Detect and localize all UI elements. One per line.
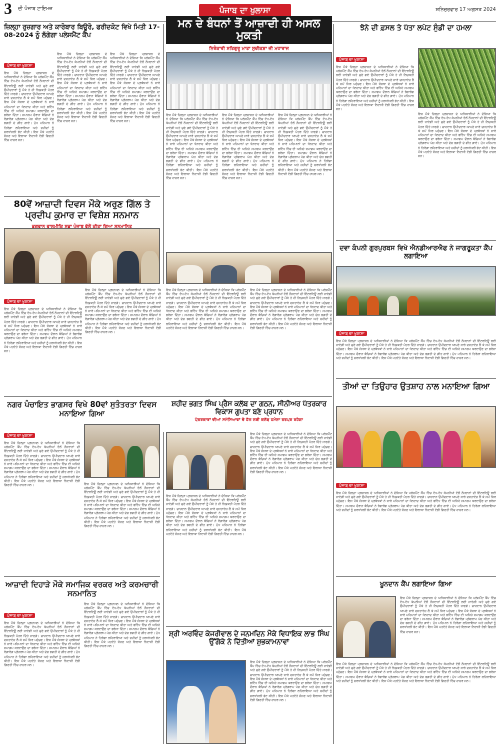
column-rule	[333, 24, 334, 744]
article-blood-camp	[336, 580, 496, 588]
headline: ਸ਼ਹੀਦ ਭਗਤ ਸਿੰਘ ਪ੍ਰੈਸ ਕਲੱਬ ਦਾ ਗਠਨ, ਸੀਨੀਅਰ ਪੱਤਰਕਾਰ ਵਿਕਾਸ ਗੁਪਤਾ ਬਣੇ ਪ੍ਰਧਾਨ	[171, 400, 327, 417]
article-azadi-honour	[4, 580, 160, 599]
person-icon	[177, 265, 203, 283]
article-placement-camp	[4, 24, 160, 39]
person-icon	[383, 431, 401, 467]
person-icon	[13, 251, 35, 283]
divider	[4, 576, 160, 577]
page-number: 3	[4, 1, 12, 18]
subheadline: ਪੱਤਰਕਾਰਾਂ ਦੀਆਂ ਸਮੱਸਿਆਵਾਂ ਦੇ ਹੱਲ ਲਈ ਕਲੱਬ ਹਮੇਸ਼ਾ ਤਤਪਰ ਰਹੇਗਾ	[194, 417, 304, 423]
event-photo	[166, 252, 332, 284]
byline: ਪੰਜਾਬ ਦਾ ਖੁਲਾਸਾ	[4, 299, 35, 304]
divider	[4, 196, 160, 197]
headline: ਝੋਨੇ ਦੀ ਫ਼ਸਲ ਤੇ ਪੱਤਾ ਲਪੇਟ ਸੁੰਡੀ ਦਾ ਹਮਲਾ	[360, 24, 472, 32]
person-icon	[91, 251, 113, 283]
body-text: ਇਸ ਮੌਕੇ ਜ਼ਿਲ੍ਹਾ ਪ੍ਰਸ਼ਾਸਨ ਦੇ ਅਧਿਕਾਰੀਆਂ ਨੇ ਦੱਸਿਆ ਕਿ ਪਲੇਸਮੈਂਟ ਕੈਂਪ ਵਿੱਚ ਵੱਖ-ਵੱਖ ਕੰਪਨੀਆਂ ਵੱਲੋਂ ਨੌਜਵਾਨਾਂ ਦੀ ਇੰਟਰਵਿਊ ਲਈ ਜਾਵੇਗੀ ਅਤੇ ਚੁਣੇ ਗਏ ਉਮੀਦਵਾਰਾਂ ਨੂੰ ਮੌਕੇ ਤੇ ਹੀ ਨਿਯੁਕਤੀ ਪੱਤਰ ਦਿੱਤੇ ਜਾਣਗੇ। ਚਾਹਵਾਨ ਉਮੀਦਵਾਰ ਆਪਣੇ ਸਾਰੇ ਦਸਤਾਵੇਜ਼ ਲੈ ਕੇ ਸਮੇਂ ਸਿਰ ਪਹੁੰਚਣ। ਇਸ ਮੌਕੇ ਸੰਸਥਾ ਦੇ ਪ੍ਰਬੰਧਕਾਂ ਨੇ ਸਾਰੇ ਮਹਿਮਾਨਾਂ ਦਾ ਧੰਨਵਾਦ ਕੀਤਾ ਅਤੇ ਭਵਿੱਖ ਵਿੱਚ ਵੀ ਅਜਿਹੇ ਸਮਾਗਮ ਕਰਵਾਉਣ ਦਾ ਭਰੋਸਾ ਦਿੱਤਾ। ਸਮਾਗਮ ਦੌਰਾਨ ਬੱਚਿਆਂ ਨੇ ਰੰਗਾਰੰਗ ਪ੍ਰੋਗਰਾਮ ਪੇਸ਼ ਕੀਤਾ ਅਤੇ ਦੇਸ਼ ਭਗਤੀ ਦੇ ਗੀਤ ਗਾਏ। ਮੁੱਖ ਮਹਿਮਾਨ ਨੇ ਤਿਰੰਗਾ ਲਹਿਰਾਇਆ ਅਤੇ ਸ਼ਹੀਦਾਂ ਨੂੰ ਸ਼ਰਧਾਂਜਲੀ ਭੇਟ ਕੀਤੀ। ਇਸ ਮੌਕੇ ਪਤਵੰਤੇ ਸੱਜਣ ਅਤੇ ਇਲਾਕਾ ਨਿਵਾਸੀ ਵੱਡੀ ਗਿਣਤੀ ਵਿੱਚ ਹਾਜ਼ਰ ਸਨ।	[336, 662, 496, 683]
person-icon	[117, 251, 139, 283]
ndrf-camp-photo	[336, 266, 496, 316]
byline: ਪੰਜਾਬ ਦਾ ਖੁਲਾਸਾ	[336, 483, 367, 488]
body-text: ਇਸ ਮੌਕੇ ਜ਼ਿਲ੍ਹਾ ਪ੍ਰਸ਼ਾਸਨ ਦੇ ਅਧਿਕਾਰੀਆਂ ਨੇ ਦੱਸਿਆ ਕਿ ਪਲੇਸਮੈਂਟ ਕੈਂਪ ਵਿੱਚ ਵੱਖ-ਵੱਖ ਕੰਪਨੀਆਂ ਵੱਲੋਂ ਨੌਜਵਾਨਾਂ ਦੀ ਇੰਟਰਵਿਊ ਲਈ ਜਾਵੇਗੀ ਅਤੇ ਚੁਣੇ ਗਏ ਉਮੀਦਵਾਰਾਂ ਨੂੰ ਮੌਕੇ ਤੇ ਹੀ ਨਿਯੁਕਤੀ ਪੱਤਰ ਦਿੱਤੇ ਜਾਣਗੇ। ਚਾਹਵਾਨ ਉਮੀਦਵਾਰ ਆਪਣੇ ਸਾਰੇ ਦਸਤਾਵੇਜ਼ ਲੈ ਕੇ ਸਮੇਂ ਸਿਰ ਪਹੁੰਚਣ। ਇਸ ਮੌਕੇ ਸੰਸਥਾ ਦੇ ਪ੍ਰਬੰਧਕਾਂ ਨੇ ਸਾਰੇ ਮਹਿਮਾਨਾਂ ਦਾ ਧੰਨਵਾਦ ਕੀਤਾ ਅਤੇ ਭਵਿੱਖ ਵਿੱਚ ਵੀ ਅਜਿਹੇ ਸਮਾਗਮ ਕਰਵਾਉਣ ਦਾ ਭਰੋਸਾ ਦਿੱਤਾ। ਸਮਾਗਮ ਦੌਰਾਨ ਬੱਚਿਆਂ ਨੇ ਰੰਗਾਰੰਗ ਪ੍ਰੋਗਰਾਮ ਪੇਸ਼ ਕੀਤਾ ਅਤੇ ਦੇਸ਼ ਭਗਤੀ ਦੇ ਗੀਤ ਗਾਏ। ਮੁੱਖ ਮਹਿਮਾਨ ਨੇ ਤਿਰੰਗਾ ਲਹਿਰਾਇਆ ਅਤੇ ਸ਼ਹੀਦਾਂ ਨੂੰ ਸ਼ਰਧਾਂਜਲੀ ਭੇਟ ਕੀਤੀ। ਇਸ ਮੌਕੇ ਪਤਵੰਤੇ ਸੱਜਣ ਅਤੇ ਇਲਾਕਾ ਨਿਵਾਸੀ ਵੱਡੀ ਗਿਣਤੀ ਵਿੱਚ ਹਾਜ਼ਰ ਸਨ।	[250, 432, 332, 474]
person-icon	[209, 686, 237, 743]
body-text: ਇਸ ਮੌਕੇ ਜ਼ਿਲ੍ਹਾ ਪ੍ਰਸ਼ਾਸਨ ਦੇ ਅਧਿਕਾਰੀਆਂ ਨੇ ਦੱਸਿਆ ਕਿ ਪਲੇਸਮੈਂਟ ਕੈਂਪ ਵਿੱਚ ਵੱਖ-ਵੱਖ ਕੰਪਨੀਆਂ ਵੱਲੋਂ ਨੌਜਵਾਨਾਂ ਦੀ ਇੰਟਰਵਿਊ ਲਈ ਜਾਵੇਗੀ ਅਤੇ ਚੁਣੇ ਗਏ ਉਮੀਦਵਾਰਾਂ ਨੂੰ ਮੌਕੇ ਤੇ ਹੀ ਨਿਯੁਕਤੀ ਪੱਤਰ ਦਿੱਤੇ ਜਾਣਗੇ। ਚਾਹਵਾਨ ਉਮੀਦਵਾਰ ਆਪਣੇ ਸਾਰੇ ਦਸਤਾਵੇਜ਼ ਲੈ ਕੇ ਸਮੇਂ ਸਿਰ ਪਹੁੰਚਣ। ਇਸ ਮੌਕੇ ਸੰਸਥਾ ਦੇ ਪ੍ਰਬੰਧਕਾਂ ਨੇ ਸਾਰੇ ਮਹਿਮਾਨਾਂ ਦਾ ਧੰਨਵਾਦ ਕੀਤਾ ਅਤੇ ਭਵਿੱਖ ਵਿੱਚ ਵੀ ਅਜਿਹੇ ਸਮਾਗਮ ਕਰਵਾਉਣ ਦਾ ਭਰੋਸਾ ਦਿੱਤਾ। ਸਮਾਗਮ ਦੌਰਾਨ ਬੱਚਿਆਂ ਨੇ ਰੰਗਾਰੰਗ ਪ੍ਰੋਗਰਾਮ ਪੇਸ਼ ਕੀਤਾ ਅਤੇ ਦੇਸ਼ ਭਗਤੀ ਦੇ ਗੀਤ ਗਾਏ। ਮੁੱਖ ਮਹਿਮਾਨ ਨੇ ਤਿਰੰਗਾ ਲਹਿਰਾਇਆ ਅਤੇ ਸ਼ਹੀਦਾਂ ਨੂੰ ਸ਼ਰਧਾਂਜਲੀ ਭੇਟ ਕੀਤੀ। ਇਸ ਮੌਕੇ ਪਤਵੰਤੇ ਸੱਜਣ ਅਤੇ ਇਲਾਕਾ ਨਿਵਾਸੀ ਵੱਡੀ ਗਿਣਤੀ ਵਿੱਚ ਹਾਜ਼ਰ ਸਨ।	[336, 339, 496, 360]
article-paddy-pest	[336, 24, 496, 33]
teeyan-photo	[336, 406, 496, 468]
body-text: ਇਸ ਮੌਕੇ ਜ਼ਿਲ੍ਹਾ ਪ੍ਰਸ਼ਾਸਨ ਦੇ ਅਧਿਕਾਰੀਆਂ ਨੇ ਦੱਸਿਆ ਕਿ ਪਲੇਸਮੈਂਟ ਕੈਂਪ ਵਿੱਚ ਵੱਖ-ਵੱਖ ਕੰਪਨੀਆਂ ਵੱਲੋਂ ਨੌਜਵਾਨਾਂ ਦੀ ਇੰਟਰਵਿਊ ਲਈ ਜਾਵੇਗੀ ਅਤੇ ਚੁਣੇ ਗਏ ਉਮੀਦਵਾਰਾਂ ਨੂੰ ਮੌਕੇ ਤੇ ਹੀ ਨਿਯੁਕਤੀ ਪੱਤਰ ਦਿੱਤੇ ਜਾਣਗੇ। ਚਾਹਵਾਨ ਉਮੀਦਵਾਰ ਆਪਣੇ ਸਾਰੇ ਦਸਤਾਵੇਜ਼ ਲੈ ਕੇ ਸਮੇਂ ਸਿਰ ਪਹੁੰਚਣ। ਇਸ ਮੌਕੇ ਸੰਸਥਾ ਦੇ ਪ੍ਰਬੰਧਕਾਂ ਨੇ ਸਾਰੇ ਮਹਿਮਾਨਾਂ ਦਾ ਧੰਨਵਾਦ ਕੀਤਾ ਅਤੇ ਭਵਿੱਖ ਵਿੱਚ ਵੀ ਅਜਿਹੇ ਸਮਾਗਮ ਕਰਵਾਉਣ ਦਾ ਭਰੋਸਾ ਦਿੱਤਾ। ਸਮਾਗਮ ਦੌਰਾਨ ਬੱਚਿਆਂ ਨੇ ਰੰਗਾਰੰਗ ਪ੍ਰੋਗਰਾਮ ਪੇਸ਼ ਕੀਤਾ ਅਤੇ ਦੇਸ਼ ਭਗਤੀ ਦੇ ਗੀਤ ਗਾਏ। ਮੁੱਖ ਮਹਿਮਾਨ ਨੇ ਤਿਰੰਗਾ ਲਹਿਰਾਇਆ ਅਤੇ ਸ਼ਹੀਦਾਂ ਨੂੰ ਸ਼ਰਧਾਂਜਲੀ ਭੇਟ ਕੀਤੀ। ਇਸ ਮੌਕੇ ਪਤਵੰਤੇ ਸੱਜਣ ਅਤੇ ਇਲਾਕਾ ਨਿਵਾਸੀ ਵੱਡੀ ਗਿਣਤੀ ਵਿੱਚ ਹਾਜ਼ਰ ਸਨ।	[84, 482, 160, 529]
person-icon	[91, 446, 107, 477]
article-body	[4, 288, 82, 392]
body-text: ਇਸ ਮੌਕੇ ਜ਼ਿਲ੍ਹਾ ਪ੍ਰਸ਼ਾਸਨ ਦੇ ਅਧਿਕਾਰੀਆਂ ਨੇ ਦੱਸਿਆ ਕਿ ਪਲੇਸਮੈਂਟ ਕੈਂਪ ਵਿੱਚ ਵੱਖ-ਵੱਖ ਕੰਪਨੀਆਂ ਵੱਲੋਂ ਨੌਜਵਾਨਾਂ ਦੀ ਇੰਟਰਵਿਊ ਲਈ ਜਾਵੇਗੀ ਅਤੇ ਚੁਣੇ ਗਏ ਉਮੀਦਵਾਰਾਂ ਨੂੰ ਮੌਕੇ ਤੇ ਹੀ ਨਿਯੁਕਤੀ ਪੱਤਰ ਦਿੱਤੇ ਜਾਣਗੇ। ਚਾਹਵਾਨ ਉਮੀਦਵਾਰ ਆਪਣੇ ਸਾਰੇ ਦਸਤਾਵੇਜ਼ ਲੈ ਕੇ ਸਮੇਂ ਸਿਰ ਪਹੁੰਚਣ। ਇਸ ਮੌਕੇ ਸੰਸਥਾ ਦੇ ਪ੍ਰਬੰਧਕਾਂ ਨੇ ਸਾਰੇ ਮਹਿਮਾਨਾਂ ਦਾ ਧੰਨਵਾਦ ਕੀਤਾ ਅਤੇ ਭਵਿੱਖ ਵਿੱਚ ਵੀ ਅਜਿਹੇ ਸਮਾਗਮ ਕਰਵਾਉਣ ਦਾ ਭਰੋਸਾ ਦਿੱਤਾ। ਸਮਾਗਮ ਦੌਰਾਨ ਬੱਚਿਆਂ ਨੇ ਰੰਗਾਰੰਗ ਪ੍ਰੋਗਰਾਮ ਪੇਸ਼ ਕੀਤਾ ਅਤੇ ਦੇਸ਼ ਭਗਤੀ ਦੇ ਗੀਤ ਗਾਏ। ਮੁੱਖ ਮਹਿਮਾਨ ਨੇ ਤਿਰੰਗਾ ਲਹਿਰਾਇਆ ਅਤੇ ਸ਼ਹੀਦਾਂ ਨੂੰ ਸ਼ਰਧਾਂਜਲੀ ਭੇਟ ਕੀਤੀ। ਇਸ ਮੌਕੇ ਪਤਵੰਤੇ ਸੱਜਣ ਅਤੇ ਇਲਾਕਾ ਨਿਵਾਸੀ ਵੱਡੀ ਗਿਣਤੀ ਵਿੱਚ ਹਾਜ਼ਰ ਸਨ।	[4, 307, 82, 354]
body-text: ਇਸ ਮੌਕੇ ਜ਼ਿਲ੍ਹਾ ਪ੍ਰਸ਼ਾਸਨ ਦੇ ਅਧਿਕਾਰੀਆਂ ਨੇ ਦੱਸਿਆ ਕਿ ਪਲੇਸਮੈਂਟ ਕੈਂਪ ਵਿੱਚ ਵੱਖ-ਵੱਖ ਕੰਪਨੀਆਂ ਵੱਲੋਂ ਨੌਜਵਾਨਾਂ ਦੀ ਇੰਟਰਵਿਊ ਲਈ ਜਾਵੇਗੀ ਅਤੇ ਚੁਣੇ ਗਏ ਉਮੀਦਵਾਰਾਂ ਨੂੰ ਮੌਕੇ ਤੇ ਹੀ ਨਿਯੁਕਤੀ ਪੱਤਰ ਦਿੱਤੇ ਜਾਣਗੇ। ਚਾਹਵਾਨ ਉਮੀਦਵਾਰ ਆਪਣੇ ਸਾਰੇ ਦਸਤਾਵੇਜ਼ ਲੈ ਕੇ ਸਮੇਂ ਸਿਰ ਪਹੁੰਚਣ। ਇਸ ਮੌਕੇ ਸੰਸਥਾ ਦੇ ਪ੍ਰਬੰਧਕਾਂ ਨੇ ਸਾਰੇ ਮਹਿਮਾਨਾਂ ਦਾ ਧੰਨਵਾਦ ਕੀਤਾ ਅਤੇ ਭਵਿੱਖ ਵਿੱਚ ਵੀ ਅਜਿਹੇ ਸਮਾਗਮ ਕਰਵਾਉਣ ਦਾ ਭਰੋਸਾ ਦਿੱਤਾ। ਸਮਾਗਮ ਦੌਰਾਨ ਬੱਚਿਆਂ ਨੇ ਰੰਗਾਰੰਗ ਪ੍ਰੋਗਰਾਮ ਪੇਸ਼ ਕੀਤਾ ਅਤੇ ਦੇਸ਼ ਭਗਤੀ ਦੇ ਗੀਤ ਗਾਏ। ਮੁੱਖ ਮਹਿਮਾਨ ਨੇ ਤਿਰੰਗਾ ਲਹਿਰਾਇਆ ਅਤੇ ਸ਼ਹੀਦਾਂ ਨੂੰ ਸ਼ਰਧਾਂਜਲੀ ਭੇਟ ਕੀਤੀ। ਇਸ ਮੌਕੇ ਪਤਵੰਤੇ ਸੱਜਣ ਅਤੇ ਇਲਾਕਾ ਨਿਵਾਸੀ ਵੱਡੀ ਗਿਣਤੀ ਵਿੱਚ ਹਾਜ਼ਰ ਸਨ।	[418, 112, 496, 159]
person-icon	[279, 265, 305, 283]
column-rule	[163, 24, 164, 284]
blood-camp-photo	[336, 596, 396, 658]
body-text: ਇਸ ਮੌਕੇ ਜ਼ਿਲ੍ਹਾ ਪ੍ਰਸ਼ਾਸਨ ਦੇ ਅਧਿਕਾਰੀਆਂ ਨੇ ਦੱਸਿਆ ਕਿ ਪਲੇਸਮੈਂਟ ਕੈਂਪ ਵਿੱਚ ਵੱਖ-ਵੱਖ ਕੰਪਨੀਆਂ ਵੱਲੋਂ ਨੌਜਵਾਨਾਂ ਦੀ ਇੰਟਰਵਿਊ ਲਈ ਜਾਵੇਗੀ ਅਤੇ ਚੁਣੇ ਗਏ ਉਮੀਦਵਾਰਾਂ ਨੂੰ ਮੌਕੇ ਤੇ ਹੀ ਨਿਯੁਕਤੀ ਪੱਤਰ ਦਿੱਤੇ ਜਾਣਗੇ। ਚਾਹਵਾਨ ਉਮੀਦਵਾਰ ਆਪਣੇ ਸਾਰੇ ਦਸਤਾਵੇਜ਼ ਲੈ ਕੇ ਸਮੇਂ ਸਿਰ ਪਹੁੰਚਣ। ਇਸ ਮੌਕੇ ਸੰਸਥਾ ਦੇ ਪ੍ਰਬੰਧਕਾਂ ਨੇ ਸਾਰੇ ਮਹਿਮਾਨਾਂ ਦਾ ਧੰਨਵਾਦ ਕੀਤਾ ਅਤੇ ਭਵਿੱਖ ਵਿੱਚ ਵੀ ਅਜਿਹੇ ਸਮਾਗਮ ਕਰਵਾਉਣ ਦਾ ਭਰੋਸਾ ਦਿੱਤਾ। ਸਮਾਗਮ ਦੌਰਾਨ ਬੱਚਿਆਂ ਨੇ ਰੰਗਾਰੰਗ ਪ੍ਰੋਗਰਾਮ ਪੇਸ਼ ਕੀਤਾ ਅਤੇ ਦੇਸ਼ ਭਗਤੀ ਦੇ ਗੀਤ ਗਾਏ। ਮੁੱਖ ਮਹਿਮਾਨ ਨੇ ਤਿਰੰਗਾ ਲਹਿਰਾਇਆ ਅਤੇ ਸ਼ਹੀਦਾਂ ਨੂੰ ਸ਼ਰਧਾਂਜਲੀ ਭੇਟ ਕੀਤੀ। ਇਸ ਮੌਕੇ ਪਤਵੰਤੇ ਸੱਜਣ ਅਤੇ ਇਲਾਕਾ ਨਿਵਾਸੀ ਵੱਡੀ ਗਿਣਤੀ ਵਿੱਚ ਹਾਜ਼ਰ ਸਨ।	[278, 113, 332, 176]
divider	[336, 240, 496, 241]
subheadline: ਨਿਰੰਕਾਰੀ ਸਤਿਗੁਰੂ ਮਾਤਾ ਸੁਦੀਕਸ਼ਾ ਜੀ ਮਹਾਰਾਜ	[209, 47, 289, 52]
body-text: ਇਸ ਮੌਕੇ ਜ਼ਿਲ੍ਹਾ ਪ੍ਰਸ਼ਾਸਨ ਦੇ ਅਧਿਕਾਰੀਆਂ ਨੇ ਦੱਸਿਆ ਕਿ ਪਲੇਸਮੈਂਟ ਕੈਂਪ ਵਿੱਚ ਵੱਖ-ਵੱਖ ਕੰਪਨੀਆਂ ਵੱਲੋਂ ਨੌਜਵਾਨਾਂ ਦੀ ਇੰਟਰਵਿਊ ਲਈ ਜਾਵੇਗੀ ਅਤੇ ਚੁਣੇ ਗਏ ਉਮੀਦਵਾਰਾਂ ਨੂੰ ਮੌਕੇ ਤੇ ਹੀ ਨਿਯੁਕਤੀ ਪੱਤਰ ਦਿੱਤੇ ਜਾਣਗੇ। ਚਾਹਵਾਨ ਉਮੀਦਵਾਰ ਆਪਣੇ ਸਾਰੇ ਦਸਤਾਵੇਜ਼ ਲੈ ਕੇ ਸਮੇਂ ਸਿਰ ਪਹੁੰਚਣ। ਇਸ ਮੌਕੇ ਸੰਸਥਾ ਦੇ ਪ੍ਰਬੰਧਕਾਂ ਨੇ ਸਾਰੇ ਮਹਿਮਾਨਾਂ ਦਾ ਧੰਨਵਾਦ ਕੀਤਾ ਅਤੇ ਭਵਿੱਖ ਵਿੱਚ ਵੀ ਅਜਿਹੇ ਸਮਾਗਮ ਕਰਵਾਉਣ ਦਾ ਭਰੋਸਾ ਦਿੱਤਾ। ਸਮਾਗਮ ਦੌਰਾਨ ਬੱਚਿਆਂ ਨੇ ਰੰਗਾਰੰਗ ਪ੍ਰੋਗਰਾਮ ਪੇਸ਼ ਕੀਤਾ ਅਤੇ ਦੇਸ਼ ਭਗਤੀ ਦੇ ਗੀਤ ਗਾਏ। ਮੁੱਖ ਮਹਿਮਾਨ ਨੇ ਤਿਰੰਗਾ ਲਹਿਰਾਇਆ ਅਤੇ ਸ਼ਹੀਦਾਂ ਨੂੰ ਸ਼ਰਧਾਂਜਲੀ ਭੇਟ ਕੀਤੀ। ਇਸ ਮੌਕੇ ਪਤਵੰਤੇ ਸੱਜਣ ਅਤੇ ਇਲਾਕਾ ਨਿਵਾਸੀ ਵੱਡੀ ਗਿਣਤੀ ਵਿੱਚ ਹਾਜ਼ਰ ਸਨ।	[336, 491, 496, 512]
person-icon	[145, 446, 159, 477]
headline: ਖੂਨਦਾਨ ਕੈਂਪ ਲਗਾਇਆ ਗਿਆ	[379, 580, 453, 588]
person-icon	[211, 265, 237, 283]
body-text: ਇਸ ਮੌਕੇ ਜ਼ਿਲ੍ਹਾ ਪ੍ਰਸ਼ਾਸਨ ਦੇ ਅਧਿਕਾਰੀਆਂ ਨੇ ਦੱਸਿਆ ਕਿ ਪਲੇਸਮੈਂਟ ਕੈਂਪ ਵਿੱਚ ਵੱਖ-ਵੱਖ ਕੰਪਨੀਆਂ ਵੱਲੋਂ ਨੌਜਵਾਨਾਂ ਦੀ ਇੰਟਰਵਿਊ ਲਈ ਜਾਵੇਗੀ ਅਤੇ ਚੁਣੇ ਗਏ ਉਮੀਦਵਾਰਾਂ ਨੂੰ ਮੌਕੇ ਤੇ ਹੀ ਨਿਯੁਕਤੀ ਪੱਤਰ ਦਿੱਤੇ ਜਾਣਗੇ। ਚਾਹਵਾਨ ਉਮੀਦਵਾਰ ਆਪਣੇ ਸਾਰੇ ਦਸਤਾਵੇਜ਼ ਲੈ ਕੇ ਸਮੇਂ ਸਿਰ ਪਹੁੰਚਣ। ਇਸ ਮੌਕੇ ਸੰਸਥਾ ਦੇ ਪ੍ਰਬੰਧਕਾਂ ਨੇ ਸਾਰੇ ਮਹਿਮਾਨਾਂ ਦਾ ਧੰਨਵਾਦ ਕੀਤਾ ਅਤੇ ਭਵਿੱਖ ਵਿੱਚ ਵੀ ਅਜਿਹੇ ਸਮਾਗਮ ਕਰਵਾਉਣ ਦਾ ਭਰੋਸਾ ਦਿੱਤਾ। ਸਮਾਗਮ ਦੌਰਾਨ ਬੱਚਿਆਂ ਨੇ ਰੰਗਾਰੰਗ ਪ੍ਰੋਗਰਾਮ ਪੇਸ਼ ਕੀਤਾ ਅਤੇ ਦੇਸ਼ ਭਗਤੀ ਦੇ ਗੀਤ ਗਾਏ। ਮੁੱਖ ਮਹਿਮਾਨ ਨੇ ਤਿਰੰਗਾ ਲਹਿਰਾਇਆ ਅਤੇ ਸ਼ਹੀਦਾਂ ਨੂੰ ਸ਼ਰਧਾਂਜਲੀ ਭੇਟ ਕੀਤੀ। ਇਸ ਮੌਕੇ ਪਤਵੰਤੇ ਸੱਜਣ ਅਤੇ ਇਲਾਕਾ ਨਿਵਾਸੀ ਵੱਡੀ ਗਿਣਤੀ ਵਿੱਚ ਹਾਜ਼ਰ ਸਨ।	[4, 71, 54, 143]
body-text: ਇਸ ਮੌਕੇ ਜ਼ਿਲ੍ਹਾ ਪ੍ਰਸ਼ਾਸਨ ਦੇ ਅਧਿਕਾਰੀਆਂ ਨੇ ਦੱਸਿਆ ਕਿ ਪਲੇਸਮੈਂਟ ਕੈਂਪ ਵਿੱਚ ਵੱਖ-ਵੱਖ ਕੰਪਨੀਆਂ ਵੱਲੋਂ ਨੌਜਵਾਨਾਂ ਦੀ ਇੰਟਰਵਿਊ ਲਈ ਜਾਵੇਗੀ ਅਤੇ ਚੁਣੇ ਗਏ ਉਮੀਦਵਾਰਾਂ ਨੂੰ ਮੌਕੇ ਤੇ ਹੀ ਨਿਯੁਕਤੀ ਪੱਤਰ ਦਿੱਤੇ ਜਾਣਗੇ। ਚਾਹਵਾਨ ਉਮੀਦਵਾਰ ਆਪਣੇ ਸਾਰੇ ਦਸਤਾਵੇਜ਼ ਲੈ ਕੇ ਸਮੇਂ ਸਿਰ ਪਹੁੰਚਣ। ਇਸ ਮੌਕੇ ਸੰਸਥਾ ਦੇ ਪ੍ਰਬੰਧਕਾਂ ਨੇ ਸਾਰੇ ਮਹਿਮਾਨਾਂ ਦਾ ਧੰਨਵਾਦ ਕੀਤਾ ਅਤੇ ਭਵਿੱਖ ਵਿੱਚ ਵੀ ਅਜਿਹੇ ਸਮਾਗਮ ਕਰਵਾਉਣ ਦਾ ਭਰੋਸਾ ਦਿੱਤਾ। ਸਮਾਗਮ ਦੌਰਾਨ ਬੱਚਿਆਂ ਨੇ ਰੰਗਾਰੰਗ ਪ੍ਰੋਗਰਾਮ ਪੇਸ਼ ਕੀਤਾ ਅਤੇ ਦੇਸ਼ ਭਗਤੀ ਦੇ ਗੀਤ ਗਾਏ। ਮੁੱਖ ਮਹਿਮਾਨ ਨੇ ਤਿਰੰਗਾ ਲਹਿਰਾਇਆ ਅਤੇ ਸ਼ਹੀਦਾਂ ਨੂੰ ਸ਼ਰਧਾਂਜਲੀ ਭੇਟ ਕੀਤੀ। ਇਸ ਮੌਕੇ ਪਤਵੰਤੇ ਸੱਜਣ ਅਤੇ ਇਲਾਕਾ ਨਿਵਾਸੀ ਵੱਡੀ ਗਿਣਤੀ ਵਿੱਚ ਹਾਜ਼ਰ ਸਨ।	[57, 52, 107, 124]
headline: ਮਨ ਦੇ ਬੰਧਨਾਂ ਤੋਂ ਆਜ਼ਾਦੀ ਹੀ ਅਸਲ ਮੁਕਤੀ	[166, 16, 332, 44]
person-icon	[177, 686, 205, 743]
paper-name: ਦੀ ਪੰਜਾਬ ਟਾਇਮਜ਼	[18, 6, 53, 12]
byline: ਪੰਜਾਬ ਦਾ ਖੁਲਾਸਾ	[336, 57, 367, 62]
paddy-field-photo	[418, 48, 496, 108]
article-nagar-panchayat	[4, 400, 160, 419]
article-body	[4, 422, 80, 572]
article-kejriwal-birthday	[166, 630, 332, 646]
divider	[4, 396, 332, 397]
article-teeyan-festival	[336, 382, 496, 392]
divider	[336, 378, 496, 379]
person-icon	[443, 431, 461, 467]
body-text: ਇਸ ਮੌਕੇ ਜ਼ਿਲ੍ਹਾ ਪ੍ਰਸ਼ਾਸਨ ਦੇ ਅਧਿਕਾਰੀਆਂ ਨੇ ਦੱਸਿਆ ਕਿ ਪਲੇਸਮੈਂਟ ਕੈਂਪ ਵਿੱਚ ਵੱਖ-ਵੱਖ ਕੰਪਨੀਆਂ ਵੱਲੋਂ ਨੌਜਵਾਨਾਂ ਦੀ ਇੰਟਰਵਿਊ ਲਈ ਜਾਵੇਗੀ ਅਤੇ ਚੁਣੇ ਗਏ ਉਮੀਦਵਾਰਾਂ ਨੂੰ ਮੌਕੇ ਤੇ ਹੀ ਨਿਯੁਕਤੀ ਪੱਤਰ ਦਿੱਤੇ ਜਾਣਗੇ। ਚਾਹਵਾਨ ਉਮੀਦਵਾਰ ਆਪਣੇ ਸਾਰੇ ਦਸਤਾਵੇਜ਼ ਲੈ ਕੇ ਸਮੇਂ ਸਿਰ ਪਹੁੰਚਣ। ਇਸ ਮੌਕੇ ਸੰਸਥਾ ਦੇ ਪ੍ਰਬੰਧਕਾਂ ਨੇ ਸਾਰੇ ਮਹਿਮਾਨਾਂ ਦਾ ਧੰਨਵਾਦ ਕੀਤਾ ਅਤੇ ਭਵਿੱਖ ਵਿੱਚ ਵੀ ਅਜਿਹੇ ਸਮਾਗਮ ਕਰਵਾਉਣ ਦਾ ਭਰੋਸਾ ਦਿੱਤਾ। ਸਮਾਗਮ ਦੌਰਾਨ ਬੱਚਿਆਂ ਨੇ ਰੰਗਾਰੰਗ ਪ੍ਰੋਗਰਾਮ ਪੇਸ਼ ਕੀਤਾ ਅਤੇ ਦੇਸ਼ ਭਗਤੀ ਦੇ ਗੀਤ ਗਾਏ। ਮੁੱਖ ਮਹਿਮਾਨ ਨੇ ਤਿਰੰਗਾ ਲਹਿਰਾਇਆ ਅਤੇ ਸ਼ਹੀਦਾਂ ਨੂੰ ਸ਼ਰਧਾਂਜਲੀ ਭੇਟ ਕੀਤੀ। ਇਸ ਮੌਕੇ ਪਤਵੰਤੇ ਸੱਜਣ ਅਤੇ ਇਲਾਕਾ ਨਿਵਾਸੀ ਵੱਡੀ ਗਿਣਤੀ ਵਿੱਚ ਹਾਜ਼ਰ ਸਨ।	[250, 288, 332, 330]
article-ndrf-camp	[336, 244, 496, 260]
column-rule	[163, 432, 164, 744]
person-icon	[127, 446, 143, 477]
person-icon	[343, 621, 365, 657]
body-text: ਇਸ ਮੌਕੇ ਜ਼ਿਲ੍ਹਾ ਪ੍ਰਸ਼ਾਸਨ ਦੇ ਅਧਿਕਾਰੀਆਂ ਨੇ ਦੱਸਿਆ ਕਿ ਪਲੇਸਮੈਂਟ ਕੈਂਪ ਵਿੱਚ ਵੱਖ-ਵੱਖ ਕੰਪਨੀਆਂ ਵੱਲੋਂ ਨੌਜਵਾਨਾਂ ਦੀ ਇੰਟਰਵਿਊ ਲਈ ਜਾਵੇਗੀ ਅਤੇ ਚੁਣੇ ਗਏ ਉਮੀਦਵਾਰਾਂ ਨੂੰ ਮੌਕੇ ਤੇ ਹੀ ਨਿਯੁਕਤੀ ਪੱਤਰ ਦਿੱਤੇ ਜਾਣਗੇ। ਚਾਹਵਾਨ ਉਮੀਦਵਾਰ ਆਪਣੇ ਸਾਰੇ ਦਸਤਾਵੇਜ਼ ਲੈ ਕੇ ਸਮੇਂ ਸਿਰ ਪਹੁੰਚਣ। ਇਸ ਮੌਕੇ ਸੰਸਥਾ ਦੇ ਪ੍ਰਬੰਧਕਾਂ ਨੇ ਸਾਰੇ ਮਹਿਮਾਨਾਂ ਦਾ ਧੰਨਵਾਦ ਕੀਤਾ ਅਤੇ ਭਵਿੱਖ ਵਿੱਚ ਵੀ ਅਜਿਹੇ ਸਮਾਗਮ ਕਰਵਾਉਣ ਦਾ ਭਰੋਸਾ ਦਿੱਤਾ। ਸਮਾਗਮ ਦੌਰਾਨ ਬੱਚਿਆਂ ਨੇ ਰੰਗਾਰੰਗ ਪ੍ਰੋਗਰਾਮ ਪੇਸ਼ ਕੀਤਾ ਅਤੇ ਦੇਸ਼ ਭਗਤੀ ਦੇ ਗੀਤ ਗਾਏ। ਮੁੱਖ ਮਹਿਮਾਨ ਨੇ ਤਿਰੰਗਾ ਲਹਿਰਾਇਆ ਅਤੇ ਸ਼ਹੀਦਾਂ ਨੂੰ ਸ਼ਰਧਾਂਜਲੀ ਭੇਟ ਕੀਤੀ। ਇਸ ਮੌਕੇ ਪਤਵੰਤੇ ਸੱਜਣ ਅਤੇ ਇਲਾਕਾ ਨਿਵਾਸੀ ਵੱਡੀ ਗਿਣਤੀ ਵਿੱਚ ਹਾਜ਼ਰ ਸਨ।	[4, 621, 80, 668]
article-body	[4, 52, 54, 192]
person-icon	[343, 431, 361, 467]
person-icon	[407, 296, 419, 315]
person-icon	[367, 296, 379, 315]
byline: ਪੰਜਾਬ ਦਾ ਖੁਲਾਸਾ	[4, 63, 35, 68]
body-text: ਇਸ ਮੌਕੇ ਜ਼ਿਲ੍ਹਾ ਪ੍ਰਸ਼ਾਸਨ ਦੇ ਅਧਿਕਾਰੀਆਂ ਨੇ ਦੱਸਿਆ ਕਿ ਪਲੇਸਮੈਂਟ ਕੈਂਪ ਵਿੱਚ ਵੱਖ-ਵੱਖ ਕੰਪਨੀਆਂ ਵੱਲੋਂ ਨੌਜਵਾਨਾਂ ਦੀ ਇੰਟਰਵਿਊ ਲਈ ਜਾਵੇਗੀ ਅਤੇ ਚੁਣੇ ਗਏ ਉਮੀਦਵਾਰਾਂ ਨੂੰ ਮੌਕੇ ਤੇ ਹੀ ਨਿਯੁਕਤੀ ਪੱਤਰ ਦਿੱਤੇ ਜਾਣਗੇ। ਚਾਹਵਾਨ ਉਮੀਦਵਾਰ ਆਪਣੇ ਸਾਰੇ ਦਸਤਾਵੇਜ਼ ਲੈ ਕੇ ਸਮੇਂ ਸਿਰ ਪਹੁੰਚਣ। ਇਸ ਮੌਕੇ ਸੰਸਥਾ ਦੇ ਪ੍ਰਬੰਧਕਾਂ ਨੇ ਸਾਰੇ ਮਹਿਮਾਨਾਂ ਦਾ ਧੰਨਵਾਦ ਕੀਤਾ ਅਤੇ ਭਵਿੱਖ ਵਿੱਚ ਵੀ ਅਜਿਹੇ ਸਮਾਗਮ ਕਰਵਾਉਣ ਦਾ ਭਰੋਸਾ ਦਿੱਤਾ। ਸਮਾਗਮ ਦੌਰਾਨ ਬੱਚਿਆਂ ਨੇ ਰੰਗਾਰੰਗ ਪ੍ਰੋਗਰਾਮ ਪੇਸ਼ ਕੀਤਾ ਅਤੇ ਦੇਸ਼ ਭਗਤੀ ਦੇ ਗੀਤ ਗਾਏ। ਮੁੱਖ ਮਹਿਮਾਨ ਨੇ ਤਿਰੰਗਾ ਲਹਿਰਾਇਆ ਅਤੇ ਸ਼ਹੀਦਾਂ ਨੂੰ ਸ਼ਰਧਾਂਜਲੀ ਭੇਟ ਕੀਤੀ। ਇਸ ਮੌਕੇ ਪਤਵੰਤੇ ਸੱਜਣ ਅਤੇ ਇਲਾਕਾ ਨਿਵਾਸੀ ਵੱਡੀ ਗਿਣਤੀ ਵਿੱਚ ਹਾਜ਼ਰ ਸਨ।	[166, 288, 246, 330]
byline: ਪੰਜਾਬ ਦਾ ਖੁਲਾਸਾ	[336, 331, 367, 336]
person-icon	[209, 455, 225, 489]
person-icon	[387, 296, 399, 315]
press-club-photo	[166, 432, 246, 490]
honour-ceremony-photo	[4, 228, 160, 284]
divider	[166, 626, 332, 627]
body-text: ਇਸ ਮੌਕੇ ਜ਼ਿਲ੍ਹਾ ਪ੍ਰਸ਼ਾਸਨ ਦੇ ਅਧਿਕਾਰੀਆਂ ਨੇ ਦੱਸਿਆ ਕਿ ਪਲੇਸਮੈਂਟ ਕੈਂਪ ਵਿੱਚ ਵੱਖ-ਵੱਖ ਕੰਪਨੀਆਂ ਵੱਲੋਂ ਨੌਜਵਾਨਾਂ ਦੀ ਇੰਟਰਵਿਊ ਲਈ ਜਾਵੇਗੀ ਅਤੇ ਚੁਣੇ ਗਏ ਉਮੀਦਵਾਰਾਂ ਨੂੰ ਮੌਕੇ ਤੇ ਹੀ ਨਿਯੁਕਤੀ ਪੱਤਰ ਦਿੱਤੇ ਜਾਣਗੇ। ਚਾਹਵਾਨ ਉਮੀਦਵਾਰ ਆਪਣੇ ਸਾਰੇ ਦਸਤਾਵੇਜ਼ ਲੈ ਕੇ ਸਮੇਂ ਸਿਰ ਪਹੁੰਚਣ। ਇਸ ਮੌਕੇ ਸੰਸਥਾ ਦੇ ਪ੍ਰਬੰਧਕਾਂ ਨੇ ਸਾਰੇ ਮਹਿਮਾਨਾਂ ਦਾ ਧੰਨਵਾਦ ਕੀਤਾ ਅਤੇ ਭਵਿੱਖ ਵਿੱਚ ਵੀ ਅਜਿਹੇ ਸਮਾਗਮ ਕਰਵਾਉਣ ਦਾ ਭਰੋਸਾ ਦਿੱਤਾ। ਸਮਾਗਮ ਦੌਰਾਨ ਬੱਚਿਆਂ ਨੇ ਰੰਗਾਰੰਗ ਪ੍ਰੋਗਰਾਮ ਪੇਸ਼ ਕੀਤਾ ਅਤੇ ਦੇਸ਼ ਭਗਤੀ ਦੇ ਗੀਤ ਗਾਏ। ਮੁੱਖ ਮਹਿਮਾਨ ਨੇ ਤਿਰੰਗਾ ਲਹਿਰਾਇਆ ਅਤੇ ਸ਼ਹੀਦਾਂ ਨੂੰ ਸ਼ਰਧਾਂਜਲੀ ਭੇਟ ਕੀਤੀ। ਇਸ ਮੌਕੇ ਪਤਵੰਤੇ ਸੱਜਣ ਅਤੇ ਇਲਾਕਾ ਨਿਵਾਸੀ ਵੱਡੀ ਗਿਣਤੀ ਵਿੱਚ ਹਾਜ਼ਰ ਸਨ।	[400, 596, 496, 634]
person-icon	[65, 251, 87, 283]
body-text: ਇਸ ਮੌਕੇ ਜ਼ਿਲ੍ਹਾ ਪ੍ਰਸ਼ਾਸਨ ਦੇ ਅਧਿਕਾਰੀਆਂ ਨੇ ਦੱਸਿਆ ਕਿ ਪਲੇਸਮੈਂਟ ਕੈਂਪ ਵਿੱਚ ਵੱਖ-ਵੱਖ ਕੰਪਨੀਆਂ ਵੱਲੋਂ ਨੌਜਵਾਨਾਂ ਦੀ ਇੰਟਰਵਿਊ ਲਈ ਜਾਵੇਗੀ ਅਤੇ ਚੁਣੇ ਗਏ ਉਮੀਦਵਾਰਾਂ ਨੂੰ ਮੌਕੇ ਤੇ ਹੀ ਨਿਯੁਕਤੀ ਪੱਤਰ ਦਿੱਤੇ ਜਾਣਗੇ। ਚਾਹਵਾਨ ਉਮੀਦਵਾਰ ਆਪਣੇ ਸਾਰੇ ਦਸਤਾਵੇਜ਼ ਲੈ ਕੇ ਸਮੇਂ ਸਿਰ ਪਹੁੰਚਣ। ਇਸ ਮੌਕੇ ਸੰਸਥਾ ਦੇ ਪ੍ਰਬੰਧਕਾਂ ਨੇ ਸਾਰੇ ਮਹਿਮਾਨਾਂ ਦਾ ਧੰਨਵਾਦ ਕੀਤਾ ਅਤੇ ਭਵਿੱਖ ਵਿੱਚ ਵੀ ਅਜਿਹੇ ਸਮਾਗਮ ਕਰਵਾਉਣ ਦਾ ਭਰੋਸਾ ਦਿੱਤਾ। ਸਮਾਗਮ ਦੌਰਾਨ ਬੱਚਿਆਂ ਨੇ ਰੰਗਾਰੰਗ ਪ੍ਰੋਗਰਾਮ ਪੇਸ਼ ਕੀਤਾ ਅਤੇ ਦੇਸ਼ ਭਗਤੀ ਦੇ ਗੀਤ ਗਾਏ। ਮੁੱਖ ਮਹਿਮਾਨ ਨੇ ਤਿਰੰਗਾ ਲਹਿਰਾਇਆ ਅਤੇ ਸ਼ਹੀਦਾਂ ਨੂੰ ਸ਼ਰਧਾਂਜਲੀ ਭੇਟ ਕੀਤੀ। ਇਸ ਮੌਕੇ ਪਤਵੰਤੇ ਸੱਜਣ ਅਤੇ ਇਲਾਕਾ ਨਿਵਾਸੀ ਵੱਡੀ ਗਿਣਤੀ ਵਿੱਚ ਹਾਜ਼ਰ ਸਨ।	[250, 660, 332, 702]
article-body	[336, 46, 414, 236]
person-icon	[369, 621, 391, 657]
person-icon	[173, 455, 189, 489]
body-text: ਇਸ ਮੌਕੇ ਜ਼ਿਲ੍ਹਾ ਪ੍ਰਸ਼ਾਸਨ ਦੇ ਅਧਿਕਾਰੀਆਂ ਨੇ ਦੱਸਿਆ ਕਿ ਪਲੇਸਮੈਂਟ ਕੈਂਪ ਵਿੱਚ ਵੱਖ-ਵੱਖ ਕੰਪਨੀਆਂ ਵੱਲੋਂ ਨੌਜਵਾਨਾਂ ਦੀ ਇੰਟਰਵਿਊ ਲਈ ਜਾਵੇਗੀ ਅਤੇ ਚੁਣੇ ਗਏ ਉਮੀਦਵਾਰਾਂ ਨੂੰ ਮੌਕੇ ਤੇ ਹੀ ਨਿਯੁਕਤੀ ਪੱਤਰ ਦਿੱਤੇ ਜਾਣਗੇ। ਚਾਹਵਾਨ ਉਮੀਦਵਾਰ ਆਪਣੇ ਸਾਰੇ ਦਸਤਾਵੇਜ਼ ਲੈ ਕੇ ਸਮੇਂ ਸਿਰ ਪਹੁੰਚਣ। ਇਸ ਮੌਕੇ ਸੰਸਥਾ ਦੇ ਪ੍ਰਬੰਧਕਾਂ ਨੇ ਸਾਰੇ ਮਹਿਮਾਨਾਂ ਦਾ ਧੰਨਵਾਦ ਕੀਤਾ ਅਤੇ ਭਵਿੱਖ ਵਿੱਚ ਵੀ ਅਜਿਹੇ ਸਮਾਗਮ ਕਰਵਾਉਣ ਦਾ ਭਰੋਸਾ ਦਿੱਤਾ। ਸਮਾਗਮ ਦੌਰਾਨ ਬੱਚਿਆਂ ਨੇ ਰੰਗਾਰੰਗ ਪ੍ਰੋਗਰਾਮ ਪੇਸ਼ ਕੀਤਾ ਅਤੇ ਦੇਸ਼ ਭਗਤੀ ਦੇ ਗੀਤ ਗਾਏ। ਮੁੱਖ ਮਹਿਮਾਨ ਨੇ ਤਿਰੰਗਾ ਲਹਿਰਾਇਆ ਅਤੇ ਸ਼ਹੀਦਾਂ ਨੂੰ ਸ਼ਰਧਾਂਜਲੀ ਭੇਟ ਕੀਤੀ। ਇਸ ਮੌਕੇ ਪਤਵੰਤੇ ਸੱਜਣ ਅਤੇ ਇਲਾਕਾ ਨਿਵਾਸੀ ਵੱਡੀ ਗਿਣਤੀ ਵਿੱਚ ਹਾਜ਼ਰ ਸਨ।	[166, 113, 218, 181]
article-body	[336, 472, 496, 572]
article-body	[336, 320, 496, 374]
headline: ਜ਼ਿਲ੍ਹਾ ਰੁਜ਼ਗਾਰ ਅਤੇ ਕਾਰੋਬਾਰ ਬਿਊਰੋ, ਫਰੀਦਕੋਟ ਵਿਖੇ ਮਿਤੀ 17-08-2024 ਨੂੰ ਲੱਗੇਗਾ ਪਲੇਸਮੈਂਟ ਕੈਂਪ	[4, 23, 160, 39]
headline: ਸ਼੍ਰੀ ਅਰਵਿੰਦ ਕੇਜਰੀਵਾਲ ਦੇ ਜਨਮਦਿਨ ਮੌਕੇ ਵਿਧਾਇਕ ਲਾਭ ਸਿੰਘ ਉੱਗੋਕੇ ਨੇ ਦਿੱਤੀਆਂ ਸ਼ੁਭਕਾਮਨਾਵਾਂ	[168, 630, 330, 647]
article-press-club	[166, 400, 332, 422]
body-text: ਇਸ ਮੌਕੇ ਜ਼ਿਲ੍ਹਾ ਪ੍ਰਸ਼ਾਸਨ ਦੇ ਅਧਿਕਾਰੀਆਂ ਨੇ ਦੱਸਿਆ ਕਿ ਪਲੇਸਮੈਂਟ ਕੈਂਪ ਵਿੱਚ ਵੱਖ-ਵੱਖ ਕੰਪਨੀਆਂ ਵੱਲੋਂ ਨੌਜਵਾਨਾਂ ਦੀ ਇੰਟਰਵਿਊ ਲਈ ਜਾਵੇਗੀ ਅਤੇ ਚੁਣੇ ਗਏ ਉਮੀਦਵਾਰਾਂ ਨੂੰ ਮੌਕੇ ਤੇ ਹੀ ਨਿਯੁਕਤੀ ਪੱਤਰ ਦਿੱਤੇ ਜਾਣਗੇ। ਚਾਹਵਾਨ ਉਮੀਦਵਾਰ ਆਪਣੇ ਸਾਰੇ ਦਸਤਾਵੇਜ਼ ਲੈ ਕੇ ਸਮੇਂ ਸਿਰ ਪਹੁੰਚਣ। ਇਸ ਮੌਕੇ ਸੰਸਥਾ ਦੇ ਪ੍ਰਬੰਧਕਾਂ ਨੇ ਸਾਰੇ ਮਹਿਮਾਨਾਂ ਦਾ ਧੰਨਵਾਦ ਕੀਤਾ ਅਤੇ ਭਵਿੱਖ ਵਿੱਚ ਵੀ ਅਜਿਹੇ ਸਮਾਗਮ ਕਰਵਾਉਣ ਦਾ ਭਰੋਸਾ ਦਿੱਤਾ। ਸਮਾਗਮ ਦੌਰਾਨ ਬੱਚਿਆਂ ਨੇ ਰੰਗਾਰੰਗ ਪ੍ਰੋਗਰਾਮ ਪੇਸ਼ ਕੀਤਾ ਅਤੇ ਦੇਸ਼ ਭਗਤੀ ਦੇ ਗੀਤ ਗਾਏ। ਮੁੱਖ ਮਹਿਮਾਨ ਨੇ ਤਿਰੰਗਾ ਲਹਿਰਾਇਆ ਅਤੇ ਸ਼ਹੀਦਾਂ ਨੂੰ ਸ਼ਰਧਾਂਜਲੀ ਭੇਟ ਕੀਤੀ। ਇਸ ਮੌਕੇ ਪਤਵੰਤੇ ਸੱਜਣ ਅਤੇ ਇਲਾਕਾ ਨਿਵਾਸੀ ਵੱਡੀ ਗਿਣਤੀ ਵਿੱਚ ਹਾਜ਼ਰ ਸਨ।	[166, 494, 246, 536]
body-text: ਇਸ ਮੌਕੇ ਜ਼ਿਲ੍ਹਾ ਪ੍ਰਸ਼ਾਸਨ ਦੇ ਅਧਿਕਾਰੀਆਂ ਨੇ ਦੱਸਿਆ ਕਿ ਪਲੇਸਮੈਂਟ ਕੈਂਪ ਵਿੱਚ ਵੱਖ-ਵੱਖ ਕੰਪਨੀਆਂ ਵੱਲੋਂ ਨੌਜਵਾਨਾਂ ਦੀ ਇੰਟਰਵਿਊ ਲਈ ਜਾਵੇਗੀ ਅਤੇ ਚੁਣੇ ਗਏ ਉਮੀਦਵਾਰਾਂ ਨੂੰ ਮੌਕੇ ਤੇ ਹੀ ਨਿਯੁਕਤੀ ਪੱਤਰ ਦਿੱਤੇ ਜਾਣਗੇ। ਚਾਹਵਾਨ ਉਮੀਦਵਾਰ ਆਪਣੇ ਸਾਰੇ ਦਸਤਾਵੇਜ਼ ਲੈ ਕੇ ਸਮੇਂ ਸਿਰ ਪਹੁੰਚਣ। ਇਸ ਮੌਕੇ ਸੰਸਥਾ ਦੇ ਪ੍ਰਬੰਧਕਾਂ ਨੇ ਸਾਰੇ ਮਹਿਮਾਨਾਂ ਦਾ ਧੰਨਵਾਦ ਕੀਤਾ ਅਤੇ ਭਵਿੱਖ ਵਿੱਚ ਵੀ ਅਜਿਹੇ ਸਮਾਗਮ ਕਰਵਾਉਣ ਦਾ ਭਰੋਸਾ ਦਿੱਤਾ। ਸਮਾਗਮ ਦੌਰਾਨ ਬੱਚਿਆਂ ਨੇ ਰੰਗਾਰੰਗ ਪ੍ਰੋਗਰਾਮ ਪੇਸ਼ ਕੀਤਾ ਅਤੇ ਦੇਸ਼ ਭਗਤੀ ਦੇ ਗੀਤ ਗਾਏ। ਮੁੱਖ ਮਹਿਮਾਨ ਨੇ ਤਿਰੰਗਾ ਲਹਿਰਾਇਆ ਅਤੇ ਸ਼ਹੀਦਾਂ ਨੂੰ ਸ਼ਰਧਾਂਜਲੀ ਭੇਟ ਕੀਤੀ। ਇਸ ਮੌਕੇ ਪਤਵੰਤੇ ਸੱਜਣ ਅਤੇ ਇਲਾਕਾ ਨਿਵਾਸੀ ਵੱਡੀ ਗਿਣਤੀ ਵਿੱਚ ਹਾਜ਼ਰ ਸਨ।	[222, 113, 274, 181]
body-text: ਇਸ ਮੌਕੇ ਜ਼ਿਲ੍ਹਾ ਪ੍ਰਸ਼ਾਸਨ ਦੇ ਅਧਿਕਾਰੀਆਂ ਨੇ ਦੱਸਿਆ ਕਿ ਪਲੇਸਮੈਂਟ ਕੈਂਪ ਵਿੱਚ ਵੱਖ-ਵੱਖ ਕੰਪਨੀਆਂ ਵੱਲੋਂ ਨੌਜਵਾਨਾਂ ਦੀ ਇੰਟਰਵਿਊ ਲਈ ਜਾਵੇਗੀ ਅਤੇ ਚੁਣੇ ਗਏ ਉਮੀਦਵਾਰਾਂ ਨੂੰ ਮੌਕੇ ਤੇ ਹੀ ਨਿਯੁਕਤੀ ਪੱਤਰ ਦਿੱਤੇ ਜਾਣਗੇ। ਚਾਹਵਾਨ ਉਮੀਦਵਾਰ ਆਪਣੇ ਸਾਰੇ ਦਸਤਾਵੇਜ਼ ਲੈ ਕੇ ਸਮੇਂ ਸਿਰ ਪਹੁੰਚਣ। ਇਸ ਮੌਕੇ ਸੰਸਥਾ ਦੇ ਪ੍ਰਬੰਧਕਾਂ ਨੇ ਸਾਰੇ ਮਹਿਮਾਨਾਂ ਦਾ ਧੰਨਵਾਦ ਕੀਤਾ ਅਤੇ ਭਵਿੱਖ ਵਿੱਚ ਵੀ ਅਜਿਹੇ ਸਮਾਗਮ ਕਰਵਾਉਣ ਦਾ ਭਰੋਸਾ ਦਿੱਤਾ। ਸਮਾਗਮ ਦੌਰਾਨ ਬੱਚਿਆਂ ਨੇ ਰੰਗਾਰੰਗ ਪ੍ਰੋਗਰਾਮ ਪੇਸ਼ ਕੀਤਾ ਅਤੇ ਦੇਸ਼ ਭਗਤੀ ਦੇ ਗੀਤ ਗਾਏ। ਮੁੱਖ ਮਹਿਮਾਨ ਨੇ ਤਿਰੰਗਾ ਲਹਿਰਾਇਆ ਅਤੇ ਸ਼ਹੀਦਾਂ ਨੂੰ ਸ਼ਰਧਾਂਜਲੀ ਭੇਟ ਕੀਤੀ। ਇਸ ਮੌਕੇ ਪਤਵੰਤੇ ਸੱਜਣ ਅਤੇ ਇਲਾਕਾ ਨਿਵਾਸੀ ਵੱਡੀ ਗਿਣਤੀ ਵਿੱਚ ਹਾਜ਼ਰ ਸਨ।	[110, 52, 160, 124]
headline: ਦਵਾ ਕੰਪਨੀ ਗੁਰਪੁਰਬਸ ਵਿਖੇ ਐਨਡੀਆਰਐਫ ਨੇ ਜਾਗਰੂਕਤਾ ਕੈਂਪ ਲਗਾਇਆ	[339, 244, 493, 260]
person-icon	[463, 431, 481, 467]
date-line: ਸ਼ਨਿਚਰਵਾਰ 17 ਅਗਸਤ 2024	[435, 7, 496, 13]
body-text: ਇਸ ਮੌਕੇ ਜ਼ਿਲ੍ਹਾ ਪ੍ਰਸ਼ਾਸਨ ਦੇ ਅਧਿਕਾਰੀਆਂ ਨੇ ਦੱਸਿਆ ਕਿ ਪਲੇਸਮੈਂਟ ਕੈਂਪ ਵਿੱਚ ਵੱਖ-ਵੱਖ ਕੰਪਨੀਆਂ ਵੱਲੋਂ ਨੌਜਵਾਨਾਂ ਦੀ ਇੰਟਰਵਿਊ ਲਈ ਜਾਵੇਗੀ ਅਤੇ ਚੁਣੇ ਗਏ ਉਮੀਦਵਾਰਾਂ ਨੂੰ ਮੌਕੇ ਤੇ ਹੀ ਨਿਯੁਕਤੀ ਪੱਤਰ ਦਿੱਤੇ ਜਾਣਗੇ। ਚਾਹਵਾਨ ਉਮੀਦਵਾਰ ਆਪਣੇ ਸਾਰੇ ਦਸਤਾਵੇਜ਼ ਲੈ ਕੇ ਸਮੇਂ ਸਿਰ ਪਹੁੰਚਣ। ਇਸ ਮੌਕੇ ਸੰਸਥਾ ਦੇ ਪ੍ਰਬੰਧਕਾਂ ਨੇ ਸਾਰੇ ਮਹਿਮਾਨਾਂ ਦਾ ਧੰਨਵਾਦ ਕੀਤਾ ਅਤੇ ਭਵਿੱਖ ਵਿੱਚ ਵੀ ਅਜਿਹੇ ਸਮਾਗਮ ਕਰਵਾਉਣ ਦਾ ਭਰੋਸਾ ਦਿੱਤਾ। ਸਮਾਗਮ ਦੌਰਾਨ ਬੱਚਿਆਂ ਨੇ ਰੰਗਾਰੰਗ ਪ੍ਰੋਗਰਾਮ ਪੇਸ਼ ਕੀਤਾ ਅਤੇ ਦੇਸ਼ ਭਗਤੀ ਦੇ ਗੀਤ ਗਾਏ। ਮੁੱਖ ਮਹਿਮਾਨ ਨੇ ਤਿਰੰਗਾ ਲਹਿਰਾਇਆ ਅਤੇ ਸ਼ਹੀਦਾਂ ਨੂੰ ਸ਼ਰਧਾਂਜਲੀ ਭੇਟ ਕੀਤੀ। ਇਸ ਮੌਕੇ ਪਤਵੰਤੇ ਸੱਜਣ ਅਤੇ ਇਲਾਕਾ ਨਿਵਾਸੀ ਵੱਡੀ ਗਿਣਤੀ ਵਿੱਚ ਹਾਜ਼ਰ ਸਨ।	[4, 441, 80, 488]
article-body	[4, 602, 80, 744]
person-icon	[227, 455, 243, 489]
crowd-icon	[167, 84, 331, 109]
headline: ਤੀਆਂ ਦਾ ਤਿਉਹਾਰ ਉਤਸ਼ਾਹ ਨਾਲ ਮਨਾਇਆ ਗਿਆ	[342, 382, 490, 391]
headline: ਆਜ਼ਾਦੀ ਦਿਹਾੜੇ ਮੌਕੇ ਸਮਾਜਿਕ ਵਰਕਰ ਅਤੇ ਕਰਮਚਾਰੀ ਸਨਮਾਨਿਤ	[5, 580, 159, 599]
person-icon	[423, 431, 441, 467]
divider	[336, 576, 496, 577]
crowd-photo	[166, 52, 332, 110]
flag-hoisting-photo	[84, 424, 160, 478]
body-text: ਇਸ ਮੌਕੇ ਜ਼ਿਲ੍ਹਾ ਪ੍ਰਸ਼ਾਸਨ ਦੇ ਅਧਿਕਾਰੀਆਂ ਨੇ ਦੱਸਿਆ ਕਿ ਪਲੇਸਮੈਂਟ ਕੈਂਪ ਵਿੱਚ ਵੱਖ-ਵੱਖ ਕੰਪਨੀਆਂ ਵੱਲੋਂ ਨੌਜਵਾਨਾਂ ਦੀ ਇੰਟਰਵਿਊ ਲਈ ਜਾਵੇਗੀ ਅਤੇ ਚੁਣੇ ਗਏ ਉਮੀਦਵਾਰਾਂ ਨੂੰ ਮੌਕੇ ਤੇ ਹੀ ਨਿਯੁਕਤੀ ਪੱਤਰ ਦਿੱਤੇ ਜਾਣਗੇ। ਚਾਹਵਾਨ ਉਮੀਦਵਾਰ ਆਪਣੇ ਸਾਰੇ ਦਸਤਾਵੇਜ਼ ਲੈ ਕੇ ਸਮੇਂ ਸਿਰ ਪਹੁੰਚਣ। ਇਸ ਮੌਕੇ ਸੰਸਥਾ ਦੇ ਪ੍ਰਬੰਧਕਾਂ ਨੇ ਸਾਰੇ ਮਹਿਮਾਨਾਂ ਦਾ ਧੰਨਵਾਦ ਕੀਤਾ ਅਤੇ ਭਵਿੱਖ ਵਿੱਚ ਵੀ ਅਜਿਹੇ ਸਮਾਗਮ ਕਰਵਾਉਣ ਦਾ ਭਰੋਸਾ ਦਿੱਤਾ। ਸਮਾਗਮ ਦੌਰਾਨ ਬੱਚਿਆਂ ਨੇ ਰੰਗਾਰੰਗ ਪ੍ਰੋਗਰਾਮ ਪੇਸ਼ ਕੀਤਾ ਅਤੇ ਦੇਸ਼ ਭਗਤੀ ਦੇ ਗੀਤ ਗਾਏ। ਮੁੱਖ ਮਹਿਮਾਨ ਨੇ ਤਿਰੰਗਾ ਲਹਿਰਾਇਆ ਅਤੇ ਸ਼ਹੀਦਾਂ ਨੂੰ ਸ਼ਰਧਾਂਜਲੀ ਭੇਟ ਕੀਤੀ। ਇਸ ਮੌਕੇ ਪਤਵੰਤੇ ਸੱਜਣ ਅਤੇ ਇਲਾਕਾ ਨਿਵਾਸੀ ਵੱਡੀ ਗਿਣਤੀ ਵਿੱਚ ਹਾਜ਼ਰ ਸਨ।	[336, 65, 414, 112]
byline: ਪੰਜਾਬ ਦਾ ਖੁਲਾਸਾ	[4, 433, 35, 438]
byline: ਪੰਜਾਬ ਦਾ ਖੁਲਾਸਾ	[4, 613, 35, 618]
person-icon	[363, 431, 381, 467]
person-icon	[141, 251, 159, 283]
article-nirankari	[166, 16, 332, 52]
section-banner: ਪੰਜਾਬ ਦਾ ਖੁਲਾਸਾ	[199, 4, 291, 17]
headline: ਨਗਰ ਪੰਚਾਇਤ ਭਾਗਸਰ ਵਿਖੇ 80ਵਾਂ ਸੁਤੰਤਰਤਾ ਦਿਵਸ ਮਨਾਇਆ ਗਿਆ	[7, 400, 157, 419]
person-icon	[403, 431, 421, 467]
politician-photo	[166, 660, 246, 744]
person-icon	[39, 251, 61, 283]
body-text: ਇਸ ਮੌਕੇ ਜ਼ਿਲ੍ਹਾ ਪ੍ਰਸ਼ਾਸਨ ਦੇ ਅਧਿਕਾਰੀਆਂ ਨੇ ਦੱਸਿਆ ਕਿ ਪਲੇਸਮੈਂਟ ਕੈਂਪ ਵਿੱਚ ਵੱਖ-ਵੱਖ ਕੰਪਨੀਆਂ ਵੱਲੋਂ ਨੌਜਵਾਨਾਂ ਦੀ ਇੰਟਰਵਿਊ ਲਈ ਜਾਵੇਗੀ ਅਤੇ ਚੁਣੇ ਗਏ ਉਮੀਦਵਾਰਾਂ ਨੂੰ ਮੌਕੇ ਤੇ ਹੀ ਨਿਯੁਕਤੀ ਪੱਤਰ ਦਿੱਤੇ ਜਾਣਗੇ। ਚਾਹਵਾਨ ਉਮੀਦਵਾਰ ਆਪਣੇ ਸਾਰੇ ਦਸਤਾਵੇਜ਼ ਲੈ ਕੇ ਸਮੇਂ ਸਿਰ ਪਹੁੰਚਣ। ਇਸ ਮੌਕੇ ਸੰਸਥਾ ਦੇ ਪ੍ਰਬੰਧਕਾਂ ਨੇ ਸਾਰੇ ਮਹਿਮਾਨਾਂ ਦਾ ਧੰਨਵਾਦ ਕੀਤਾ ਅਤੇ ਭਵਿੱਖ ਵਿੱਚ ਵੀ ਅਜਿਹੇ ਸਮਾਗਮ ਕਰਵਾਉਣ ਦਾ ਭਰੋਸਾ ਦਿੱਤਾ। ਸਮਾਗਮ ਦੌਰਾਨ ਬੱਚਿਆਂ ਨੇ ਰੰਗਾਰੰਗ ਪ੍ਰੋਗਰਾਮ ਪੇਸ਼ ਕੀਤਾ ਅਤੇ ਦੇਸ਼ ਭਗਤੀ ਦੇ ਗੀਤ ਗਾਏ। ਮੁੱਖ ਮਹਿਮਾਨ ਨੇ ਤਿਰੰਗਾ ਲਹਿਰਾਇਆ ਅਤੇ ਸ਼ਹੀਦਾਂ ਨੂੰ ਸ਼ਰਧਾਂਜਲੀ ਭੇਟ ਕੀਤੀ। ਇਸ ਮੌਕੇ ਪਤਵੰਤੇ ਸੱਜਣ ਅਤੇ ਇਲਾਕਾ ਨਿਵਾਸੀ ਵੱਡੀ ਗਿਣਤੀ ਵਿੱਚ ਹਾਜ਼ਰ ਸਨ।	[85, 288, 161, 335]
person-icon	[191, 455, 207, 489]
person-icon	[109, 446, 125, 477]
person-icon	[245, 265, 271, 283]
person-icon	[347, 296, 359, 315]
body-text: ਇਸ ਮੌਕੇ ਜ਼ਿਲ੍ਹਾ ਪ੍ਰਸ਼ਾਸਨ ਦੇ ਅਧਿਕਾਰੀਆਂ ਨੇ ਦੱਸਿਆ ਕਿ ਪਲੇਸਮੈਂਟ ਕੈਂਪ ਵਿੱਚ ਵੱਖ-ਵੱਖ ਕੰਪਨੀਆਂ ਵੱਲੋਂ ਨੌਜਵਾਨਾਂ ਦੀ ਇੰਟਰਵਿਊ ਲਈ ਜਾਵੇਗੀ ਅਤੇ ਚੁਣੇ ਗਏ ਉਮੀਦਵਾਰਾਂ ਨੂੰ ਮੌਕੇ ਤੇ ਹੀ ਨਿਯੁਕਤੀ ਪੱਤਰ ਦਿੱਤੇ ਜਾਣਗੇ। ਚਾਹਵਾਨ ਉਮੀਦਵਾਰ ਆਪਣੇ ਸਾਰੇ ਦਸਤਾਵੇਜ਼ ਲੈ ਕੇ ਸਮੇਂ ਸਿਰ ਪਹੁੰਚਣ। ਇਸ ਮੌਕੇ ਸੰਸਥਾ ਦੇ ਪ੍ਰਬੰਧਕਾਂ ਨੇ ਸਾਰੇ ਮਹਿਮਾਨਾਂ ਦਾ ਧੰਨਵਾਦ ਕੀਤਾ ਅਤੇ ਭਵਿੱਖ ਵਿੱਚ ਵੀ ਅਜਿਹੇ ਸਮਾਗਮ ਕਰਵਾਉਣ ਦਾ ਭਰੋਸਾ ਦਿੱਤਾ। ਸਮਾਗਮ ਦੌਰਾਨ ਬੱਚਿਆਂ ਨੇ ਰੰਗਾਰੰਗ ਪ੍ਰੋਗਰਾਮ ਪੇਸ਼ ਕੀਤਾ ਅਤੇ ਦੇਸ਼ ਭਗਤੀ ਦੇ ਗੀਤ ਗਾਏ। ਮੁੱਖ ਮਹਿਮਾਨ ਨੇ ਤਿਰੰਗਾ ਲਹਿਰਾਇਆ ਅਤੇ ਸ਼ਹੀਦਾਂ ਨੂੰ ਸ਼ਰਧਾਂਜਲੀ ਭੇਟ ਕੀਤੀ। ਇਸ ਮੌਕੇ ਪਤਵੰਤੇ ਸੱਜਣ ਅਤੇ ਇਲਾਕਾ ਨਿਵਾਸੀ ਵੱਡੀ ਗਿਣਤੀ ਵਿੱਚ ਹਾਜ਼ਰ ਸਨ।	[84, 602, 160, 649]
headline: 80ਵੇਂ ਆਜ਼ਾਦੀ ਦਿਵਸ ਮੌਕੇ ਅਰੁਣ ਗਿੱਲ ਤੇ ਪ੍ਰਦੀਪ ਕੁਮਾਰ ਦਾ ਵਿਸ਼ੇਸ਼ ਸਨਮਾਨ	[13, 200, 151, 221]
